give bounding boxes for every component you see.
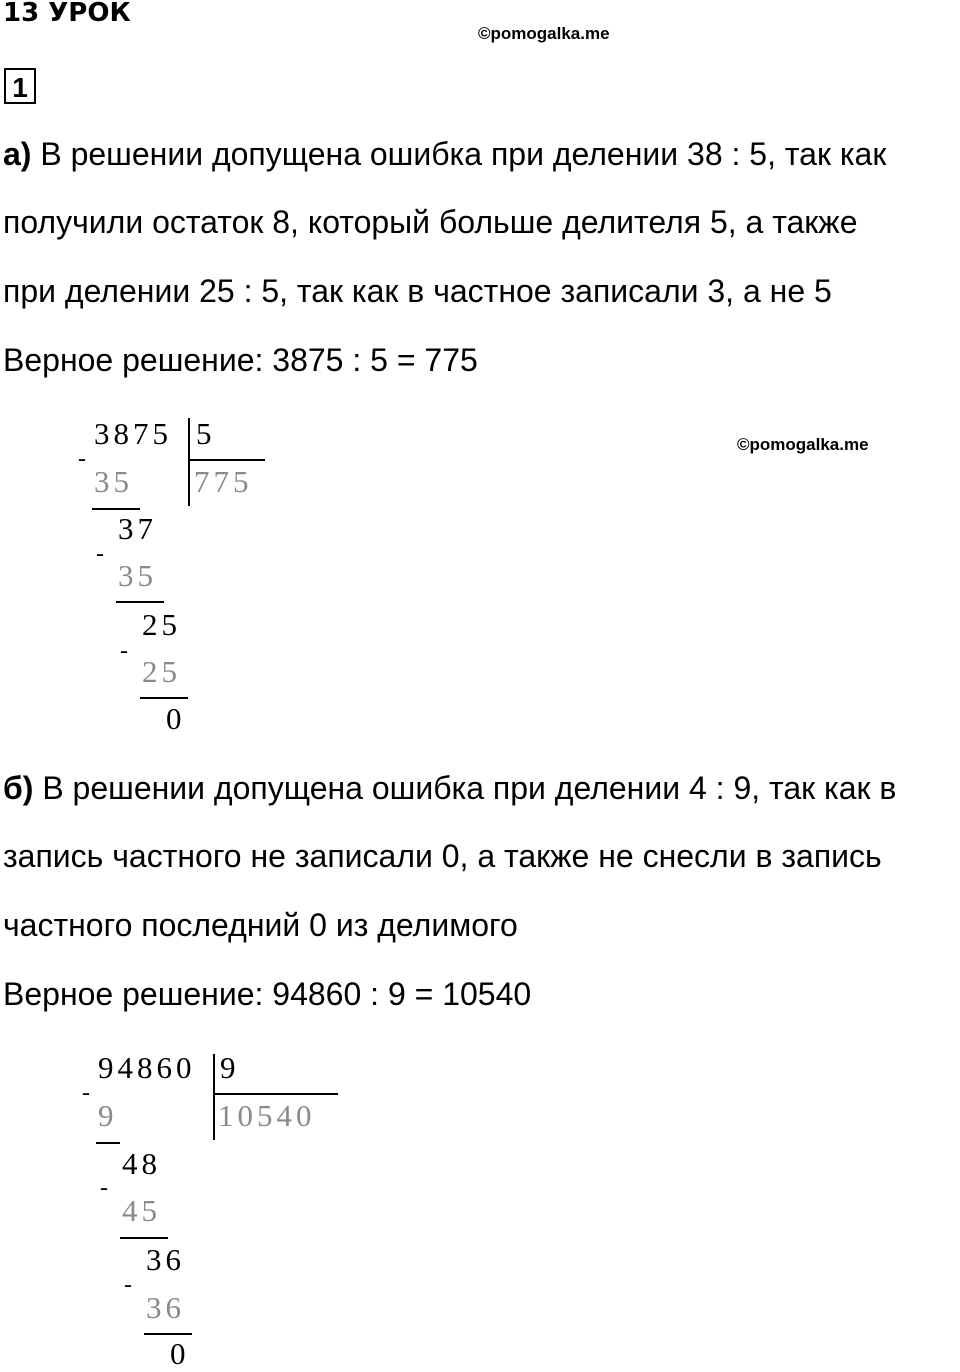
part-b-line-1 <box>3 768 896 808</box>
division-a-remainder: 0 <box>166 701 186 736</box>
part-a-line-2: получили остаток 8, который больше делителя 5, а также <box>3 204 858 240</box>
division-b-minus-2: - <box>100 1175 108 1201</box>
division-b-minus-1: - <box>82 1080 90 1106</box>
division-b-step-4: 36 <box>146 1242 185 1277</box>
part-a-line-4: Верное решение: 3875 : 5 = 775 <box>3 342 478 378</box>
division-a-minus-2: - <box>96 541 104 567</box>
division-a-line-2 <box>116 601 164 603</box>
watermark-top: ©pomogalka.me <box>478 24 610 43</box>
part-a-line-3: при делении 25 : 5, так как в частное записали 3, а не 5 <box>3 273 832 309</box>
division-a-step-4: 25 <box>142 607 181 642</box>
division-b-step-3: 45 <box>122 1193 161 1228</box>
division-b-quotient: 10540 <box>218 1098 316 1133</box>
division-a-quotient-line <box>189 459 265 461</box>
division-a-line-1 <box>92 508 140 510</box>
watermark-middle: ©pomogalka.me <box>737 435 869 454</box>
division-b-line-2 <box>120 1237 168 1239</box>
part-a-label: а) <box>3 136 32 172</box>
lesson-title: 13 УРОК <box>3 0 131 28</box>
division-a-step-5: 25 <box>142 654 181 689</box>
division-b-step-5: 36 <box>146 1290 185 1325</box>
division-a-dividend: 3875 <box>94 416 172 451</box>
division-b-line-1 <box>96 1142 120 1144</box>
division-b-step-2: 48 <box>122 1146 161 1181</box>
part-b-line-4: Верное решение: 94860 : 9 = 10540 <box>3 976 532 1012</box>
division-a-step-3: 35 <box>118 558 157 593</box>
division-b-vertical-bar <box>213 1054 215 1140</box>
division-a-line-3 <box>140 697 188 699</box>
part-a-line-1 <box>3 134 886 174</box>
division-a-quotient: 775 <box>194 464 253 499</box>
division-a-step-1: 35 <box>94 464 133 499</box>
part-b-text-1: В решении допущена ошибка при делении 4 : 9, так как в <box>42 770 897 806</box>
division-b-minus-3: - <box>124 1272 132 1298</box>
division-a-vertical-bar <box>188 418 190 506</box>
part-b-label: б) <box>3 770 34 806</box>
task-number-box: 1 <box>4 68 36 104</box>
division-b-quotient-line <box>214 1093 338 1095</box>
part-b-line-3: частного последний 0 из делимого <box>3 907 518 943</box>
division-a-divisor: 5 <box>196 416 216 451</box>
division-a-step-2: 37 <box>118 511 157 546</box>
part-b-line-2: запись частного не записали 0, а также не снесли в запись <box>3 838 882 874</box>
division-b-remainder: 0 <box>170 1336 190 1371</box>
division-b-dividend: 94860 <box>98 1050 196 1085</box>
part-a-text-1: В решении допущена ошибка при делении 38 : 5, так как <box>40 136 887 172</box>
division-b-line-3 <box>144 1333 192 1335</box>
division-b-step-1: 9 <box>98 1098 118 1133</box>
division-b-divisor: 9 <box>220 1050 240 1085</box>
division-a-minus-1: - <box>78 446 86 472</box>
division-a-minus-3: - <box>120 638 128 664</box>
